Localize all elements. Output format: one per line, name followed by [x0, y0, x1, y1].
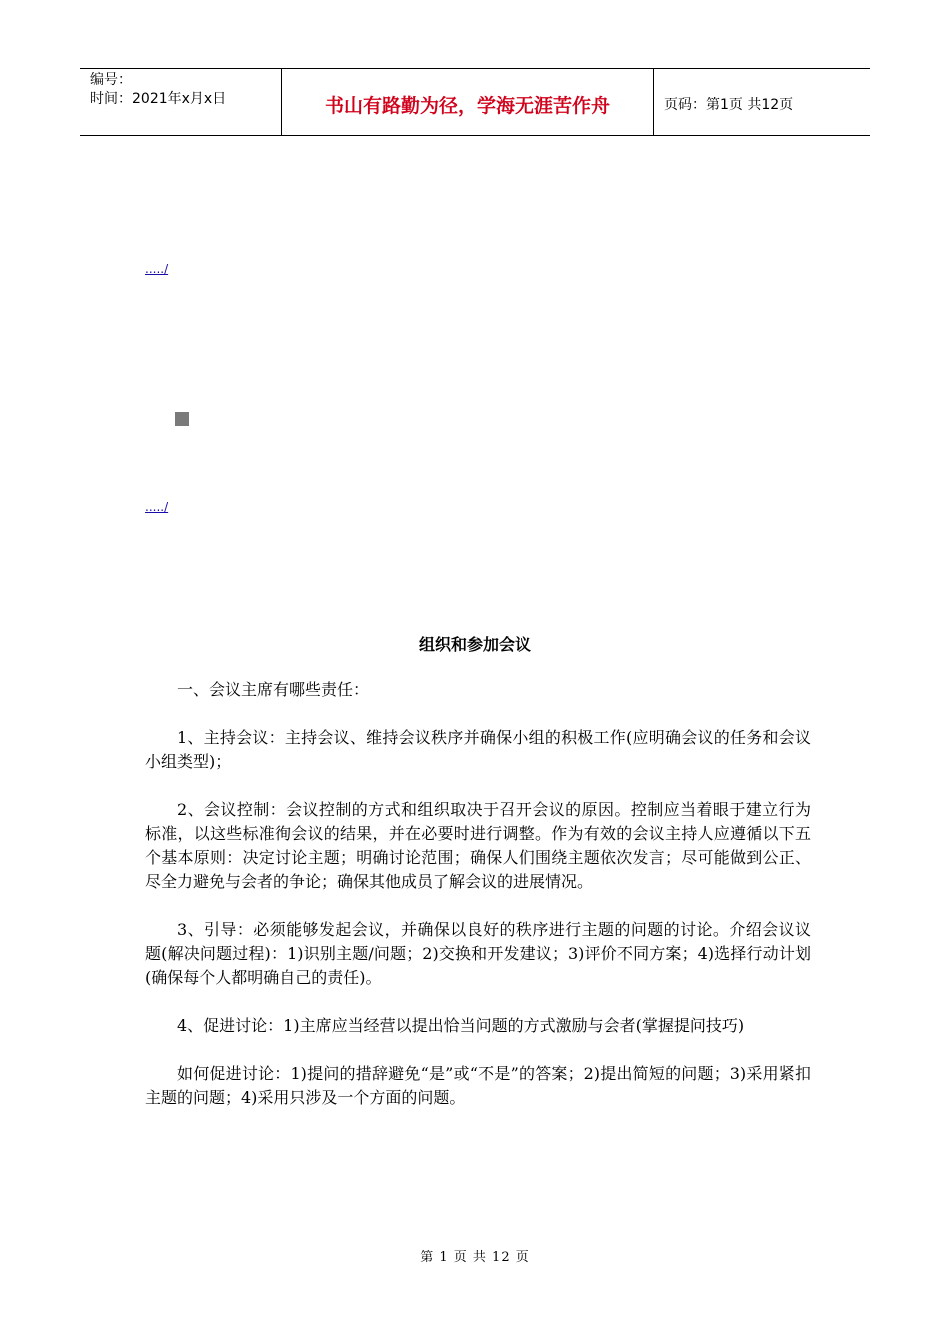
section-heading: 一、会议主席有哪些责任：: [177, 680, 370, 699]
paragraph: 如何促进讨论：1)提问的措辞避免“是”或“不是”的答案；2)提出简短的问题；3)采用紧扣主题的问题；4)采用只涉及一个方面的问题。: [145, 1064, 811, 1107]
document-header: [80, 68, 870, 136]
paragraph: 4、促进讨论：1)主席应当经营以提出恰当问题的方式激励与会者(掌握提问技巧): [177, 1016, 745, 1035]
document-body: [145, 678, 811, 1134]
document-title: 组织和参加会议: [418, 635, 531, 654]
time-label: 时间：2021年x月x日: [90, 91, 227, 107]
paragraph: 2、会议控制：会议控制的方式和组织取决于召开会议的原因。控制应当着眼于建立行为标准，以这些标准徇会议的结果，并在必要时进行调整。作为有效的会议主持人应遵循以下五个基本原则：决定讨论主题；明确讨论范围；确保人们围绕主题依次发言；尽可能做到公正、尽全力避免与会者的争论；确保其他成员了解会议的进展情况。: [145, 800, 811, 891]
gray-square-icon: [175, 412, 189, 426]
paragraph: 1、主持会议：主持会议、维持会议秩序并确保小组的积极工作(应明确会议的任务和会议小组类型)；: [145, 728, 811, 771]
dots-link[interactable]: ...../: [145, 262, 169, 276]
dots-link[interactable]: ...../: [145, 500, 169, 514]
number-label: 编号：: [90, 72, 132, 88]
header-page-info: 页码：第1页 共12页: [664, 97, 794, 113]
paragraph: 3、引导：必须能够发起会议，并确保以良好的秩序进行主题的问题的讨论。介绍会议议题(解决问题过程)：1)识别主题/问题；2)交换和开发建议；3)评价不同方案；4)选择行动计划(确保每个人都明确自己的责任)。: [145, 920, 811, 987]
header-motto: 书山有路勤为径，学海无涯苦作舟: [282, 69, 654, 135]
header-meta: [80, 69, 282, 135]
page-footer: 第 1 页 共 12 页: [420, 1250, 530, 1265]
